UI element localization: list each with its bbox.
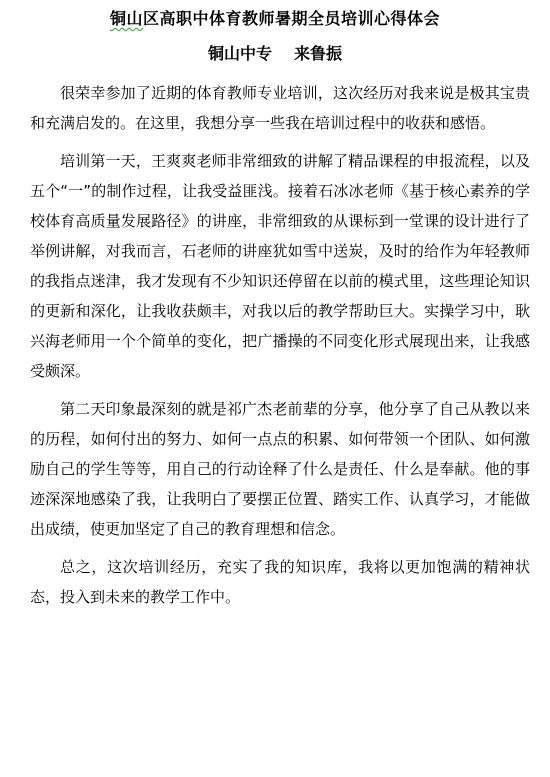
paragraph-day-one: 培训第一天，王爽爽老师非常细致的讲解了精品课程的申报流程，以及五个“一”的制作过程，让我受益匪浅。接着石冰冰老师《基于核心素养的学校体育高质量发展路径》的讲座，非常细致的从课标到一堂课的设计进行了举例讲解，对我而言，石老师的讲座犹如雪中送炭，及时的给作为年轻教师的我指点迷津，我才发现有不少知识还停留在以前的模式里，这些理论知识的更新和深化，让我收获颇丰，对我以后的教学帮助巨大。实操学习中，耿兴海老师用一个个简单的变化，把广播操的不同变化形式展现出来，让我感受颇深。 xyxy=(30,152,530,380)
paragraph-conclusion: 总之，这次培训经历，充实了我的知识库，我将以更加饱满的精神状态，投入到未来的教学工作中。 xyxy=(30,558,530,606)
byline-school: 铜山中专 xyxy=(207,44,272,63)
document-title xyxy=(0,8,550,30)
byline-author: 来鲁振 xyxy=(294,44,343,63)
paragraph-day-two: 第二天印象最深刻的就是祁广杰老前辈的分享，他分享了自己从教以来的历程，如何付出的努力、如何一点点的积累、如何带领一个团队、如何激励自己的学生等等，用自己的行动诠释了什么是责任、什么是奉献。他的事迹深深地感染了我，让我明白了要摆正位置、踏实工作、认真学习，才能做出成绩，使更加坚定了自己的教育理想和信念。 xyxy=(30,400,530,538)
paragraph-intro: 很荣幸参加了近期的体育教师专业培训，这次经历对我来说是极其宝贵和充满启发的。在这里，我想分享一些我在培训过程中的收获和感悟。 xyxy=(30,84,530,132)
document-body xyxy=(30,78,530,620)
title-spellcheck-word: 铜山 xyxy=(109,9,143,28)
title-rest: 区高职中体育教师暑期全员培训心得体会 xyxy=(143,9,441,28)
document-byline xyxy=(0,43,550,65)
